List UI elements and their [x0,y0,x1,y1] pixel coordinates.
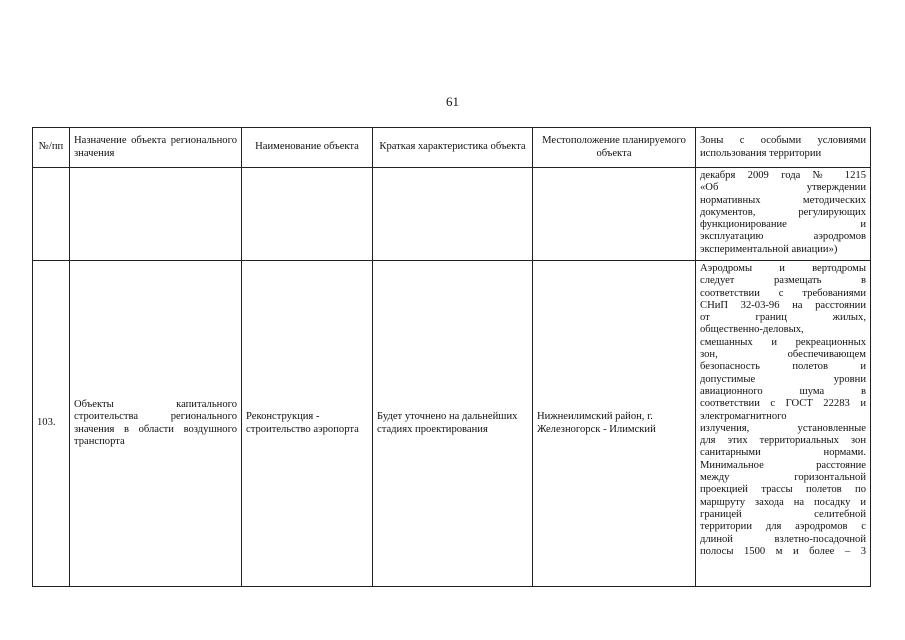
zones-line: Минимальное расстояние [700,459,866,471]
zones-line: декабря 2009 года № 1215 [700,170,866,181]
zones-line: для этих территориальных зон [700,435,866,447]
zones-line: границей селитебной [700,508,866,520]
cell-empty [373,168,533,261]
table-row-103 [33,261,871,587]
zones-line: излучения, установленные [700,422,866,434]
zones-line: нормативных методических [700,194,866,206]
cell-empty [533,168,696,261]
cell-empty [33,168,70,261]
table-header-row [33,128,871,168]
zones-line: эксплуатацию аэродромов [700,231,866,243]
header-name: Наименование объекта [242,128,373,168]
header-purpose: Назначение объекта регионального значения [70,128,242,168]
cell-purpose: Объекты капитального строительства регионального значения в области воздушного транспорта [70,261,242,587]
cell-zones [696,261,871,587]
zones-line: длиной взлетно-посадочной [700,533,866,545]
cell-num: 103. [33,261,70,587]
zones-line: экспериментальной авиации») [700,243,838,255]
table-row-continuation [33,168,871,261]
zones-line: маршруту захода на посадку и [700,496,866,508]
zones-line: соответствии с ГОСТ 22283 и [700,398,866,410]
cell-zones-continuation [696,168,871,261]
zones-line: СНиП 32-03-96 на расстоянии [700,299,866,311]
header-location: Местоположение планируемого объекта [533,128,696,168]
zones-line: проекцией трассы полетов по [700,484,866,496]
cell-name: Реконструкция - строительство аэропорта [242,261,373,587]
zones-line: зон, обеспечивающем [700,349,866,361]
zones-line: санитарными нормами. [700,447,866,459]
zones-line: Аэродромы и вертодромы [700,263,866,274]
header-zones: Зоны с особыми условиями использования территории [696,128,871,168]
zones-line: между горизонтальной [700,472,866,484]
zones-line: документов, регулирующих [700,206,866,218]
cell-characteristic: Будет уточнено на дальнейших стадиях проектирования [373,261,533,587]
zones-line: авиационного шума в [700,385,866,397]
zones-line: общественно-деловых, [700,324,804,336]
zones-line: безопасность полетов и [700,361,866,373]
cell-location: Нижнеилимский район, г. Железногорск - Илимский [533,261,696,587]
zones-line: электромагнитного [700,410,787,422]
zones-line: функционирование и [700,219,866,231]
zones-line: следует размещать в [700,275,866,287]
page-number: 61 [446,94,459,109]
zones-line: «Об утверждении [700,182,866,194]
cell-empty [242,168,373,261]
header-num: №/пп [33,128,70,168]
zones-line: от границ жилых, [700,312,866,324]
zones-line: допустимые уровни [700,373,866,385]
zones-line: территории для аэродромов с [700,521,866,533]
zones-line: смешанных и рекреационных [700,336,866,348]
zones-line: полосы 1500 м и более – 3 [700,545,866,557]
zones-line: соответствии с требованиями [700,287,866,299]
cell-empty [70,168,242,261]
regional-objects-table [32,127,871,587]
header-characteristic: Краткая характеристика объекта [373,128,533,168]
